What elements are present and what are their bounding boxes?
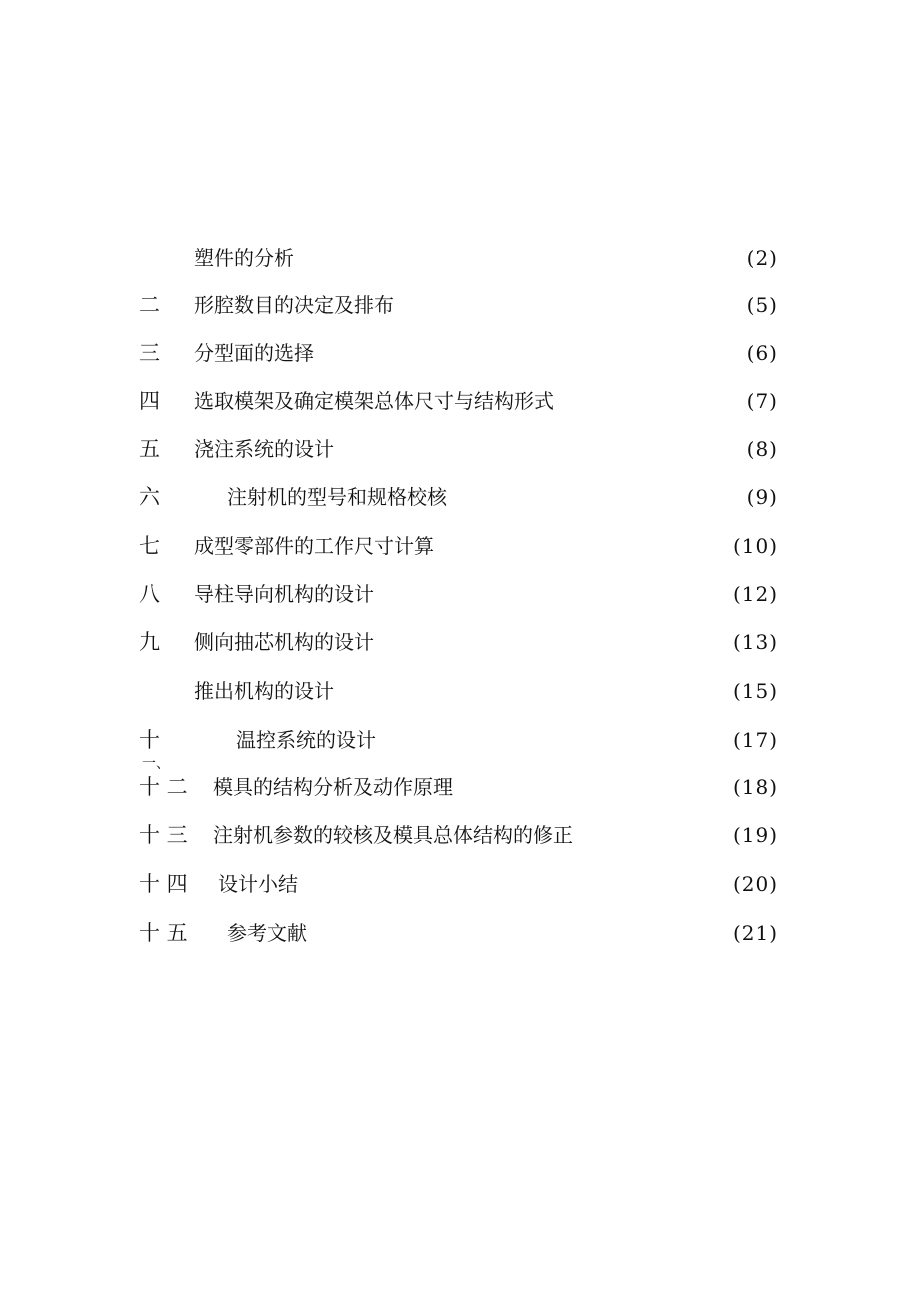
toc-entry [0, 725, 920, 765]
toc-entry-number: 十 二 [139, 775, 188, 799]
toc-entry [0, 290, 920, 330]
toc-entry-number: 十 五 [139, 921, 188, 945]
toc-entry-title: 塑件的分析 [194, 246, 294, 270]
toc-entry-number: 五 [139, 437, 160, 461]
toc-entry [0, 482, 920, 522]
toc-entry [0, 579, 920, 619]
toc-entry-title: 选取模架及确定模架总体尺寸与结构形式 [194, 389, 554, 413]
toc-entry-number: 九 [139, 630, 160, 654]
toc-entry-title: 模具的结构分析及动作原理 [213, 775, 453, 799]
toc-entry-title: 推出机构的设计 [194, 679, 334, 703]
toc-entry-title: 侧向抽芯机构的设计 [194, 630, 374, 654]
toc-entry [0, 531, 920, 571]
toc-entry-number: 六 [139, 485, 160, 509]
toc-entry-title: 分型面的选择 [194, 341, 314, 365]
toc-entry-number: 四 [139, 389, 160, 413]
toc-entry-page: (7) [746, 389, 778, 413]
toc-entry-title: 形腔数目的决定及排布 [194, 293, 394, 317]
toc-entry-title: 浇注系统的设计 [194, 437, 334, 461]
toc-entry-page: (6) [746, 341, 778, 365]
toc-entry [0, 676, 920, 716]
toc-entry [0, 627, 920, 667]
toc-entry-title: 导柱导向机构的设计 [194, 582, 374, 606]
toc-entry-page: (18) [732, 775, 778, 799]
toc-entry [0, 918, 920, 958]
toc-entry-title: 参考文献 [227, 921, 307, 945]
toc-entry-page: (15) [732, 679, 778, 703]
toc-entry [0, 820, 920, 860]
toc-entry-number: 二 [139, 293, 160, 317]
toc-entry-page: (5) [746, 293, 778, 317]
toc-entry-number: 十 [139, 728, 160, 752]
toc-entry-title: 设计小结 [218, 872, 298, 896]
toc-entry-page: (2) [746, 246, 778, 270]
toc-entry-page: (12) [732, 582, 778, 606]
toc-entry [0, 243, 920, 283]
toc-entry-number: 七 [139, 534, 160, 558]
toc-entry-title: 注射机的型号和规格校核 [227, 485, 447, 509]
toc-entry-page: (21) [732, 921, 778, 945]
toc-entry-page: (13) [732, 630, 778, 654]
toc-entry [0, 338, 920, 378]
toc-entry-number: 十 三 [139, 823, 188, 847]
toc-entry-number: 十 四 [139, 872, 188, 896]
toc-entry-title: 注射机参数的较核及模具总体结构的修正 [213, 823, 573, 847]
stray-numeral-mark: 一、 [142, 756, 170, 772]
toc-entry-title: 成型零部件的工作尺寸计算 [194, 534, 434, 558]
toc-entry-number: 八 [139, 582, 160, 606]
toc-entry-page: (19) [732, 823, 778, 847]
toc-entry [0, 869, 920, 909]
toc-entry-page: (10) [732, 534, 778, 558]
toc-entry [0, 434, 920, 474]
toc-entry-page: (9) [746, 485, 778, 509]
toc-entry-page: (20) [732, 872, 778, 896]
toc-entry-page: (17) [732, 728, 778, 752]
toc-entry [0, 772, 920, 812]
toc-entry-title: 温控系统的设计 [236, 728, 376, 752]
toc-entry-page: (8) [746, 437, 778, 461]
toc-entry [0, 386, 920, 426]
toc-entry-number: 三 [139, 341, 160, 365]
